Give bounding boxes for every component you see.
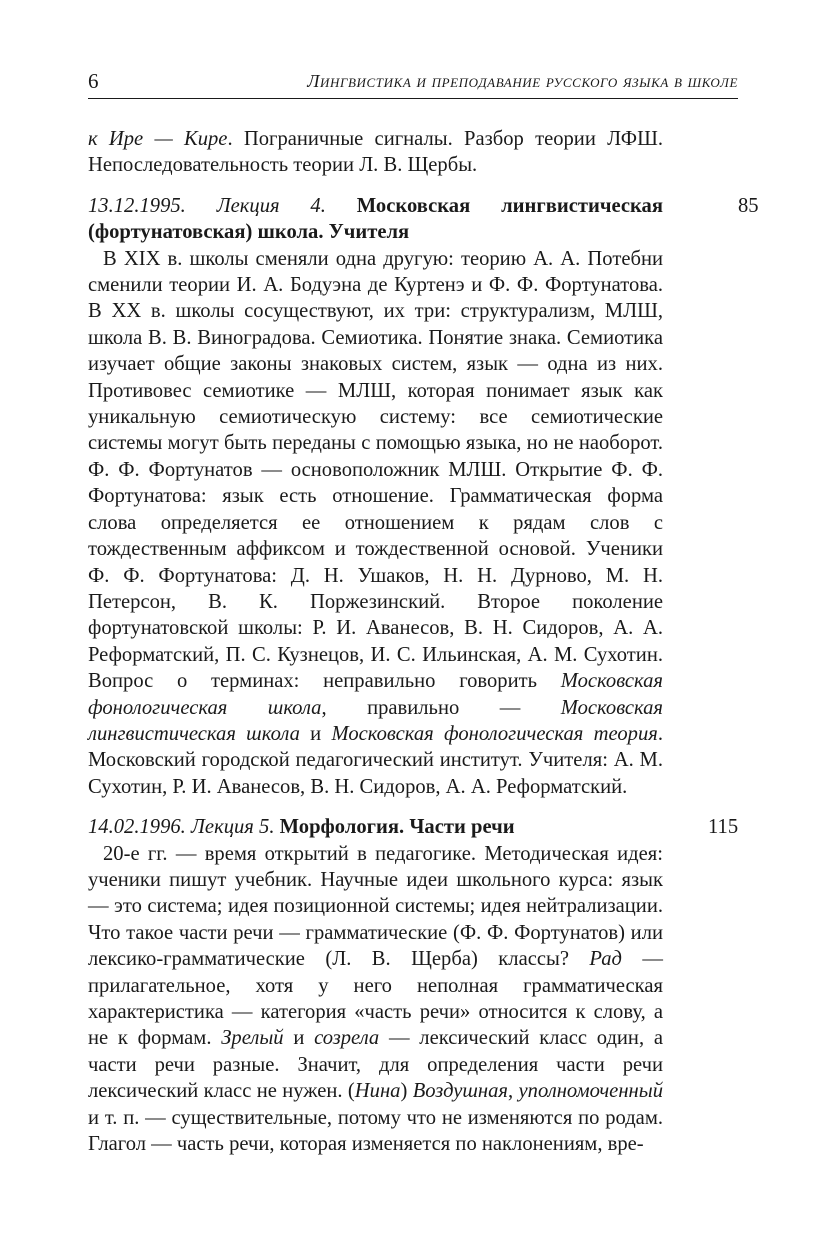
body-text: 20-е гг. — время открытий в педагогике. Методическая идея: ученики пишут учебник. Научные идеи школьного курса: язык — это система; идея позиционной системы; идея нейтрализации. Что такое части речи — грамматические (Ф. Ф. Фортунатов) или лексико-грамматические (Л. В. Щерба) классы? [88,842,663,971]
body-text: В XIX в. школы сменяли одна другую: теорию А. А. Потебни сменили теории И. А. Бодуэна де Куртенэ и Ф. Ф. Фортунатова. В XX в. школы сосуществуют, их три: структурализм, МЛШ, школа В. В. Виноградова. Семиотика. Понятие знака. Семиотика изучает общие законы знаковых систем, язык — одна из них. Противовес семиотике — МЛШ, которая понимает язык как уникальную семиотическую систему: все семиотические системы могут быть переданы с помощью языка, но не наоборот. Ф. Ф. Фортунатов — основоположник МЛШ. Открытие Ф. Ф. Фортунатова: язык есть отношение. Грамматическая форма слова определяется ее отношением к рядам слов с тождественным аффиксом и тождественной основой. Ученики Ф. Ф. Фортунатова: Д. Н. Ушаков, Н. Н. Дурново, М. Н. Петерсон, В. К. Поржезинский. Второе поколение фортунатовской школы: Р. И. Аванесов, В. Н. Сидоров, А. А. Реформатский, П. С. Кузнецов, И. С. Ильинская, А. М. Сухотин. Вопрос о терминах: неправильно говорить [88,247,663,693]
body-italic: Московская лингвистическая школа [88,696,663,745]
body-italic: Московская фонологическая теория [331,722,658,745]
entry-body [88,246,663,801]
entry-heading [88,193,663,246]
body-italic: созрела [314,1027,380,1050]
entry-body [88,841,663,1158]
page-reference: 115 [708,816,739,839]
running-title: Лингвистика и преподавание русского языка в школе [307,71,738,91]
body-italic: Воздушная [412,1080,508,1103]
body-italic: Зрелый [221,1027,284,1050]
entry-title: Московская лингвистическая (фортунатовская) школа. Учителя [88,194,663,244]
body-text: , правильно — [321,696,561,719]
continuation-text: . Пограничные сигналы. Разбор теории ЛФШ. Непоследовательность теории Л. В. Щербы. [88,128,663,177]
body-text: ) [400,1080,413,1103]
entry-lecture-number: Лекция 4. [216,194,326,217]
body-italic: уполномоченный [518,1080,663,1103]
page-number: 6 [88,69,99,93]
entry-date: 13.12.1995. [88,194,186,217]
entry-heading [88,814,663,840]
running-head [88,68,738,99]
body-italic: Нина [354,1080,401,1103]
body-text: — прилагательное, хотя у него неполная грамматическая характеристика — категория «часть речи» относится к слову, а не к формам. [88,948,663,1050]
body-italic: Московская фонологическая школа [88,670,663,719]
continuation-italic: к Ире — Кире [88,128,228,150]
body-text: и [283,1027,315,1050]
lecture-entry-5 [88,814,739,1157]
page-reference: 85 [738,194,759,217]
entry-title: Морфология. Части речи [279,816,515,839]
body-text: и [299,722,332,745]
body-text: и т. п. — существительные, потому что не изменяются по родам. Глагол — часть речи, которая изменяется по наклонениям, вре- [88,1106,663,1156]
entry-date: 14.02.1996. [88,816,186,839]
body-italic: Рад [589,948,622,971]
page-content [88,126,759,1157]
lecture-entry-4 [88,193,759,800]
continuation-paragraph [88,126,663,179]
entry-lecture-number: Лекция 5. [190,816,275,839]
body-text: — лексический класс один, а части речи разные. Значит, для определения части речи лексический класс не нужен. ( [88,1027,663,1103]
body-text: , [508,1080,519,1103]
body-text: . Московский городской педагогический институт. Учителя: А. М. Сухотин, Р. И. Аванесов, В. Н. Сидоров, А. А. Реформатский. [88,722,663,798]
